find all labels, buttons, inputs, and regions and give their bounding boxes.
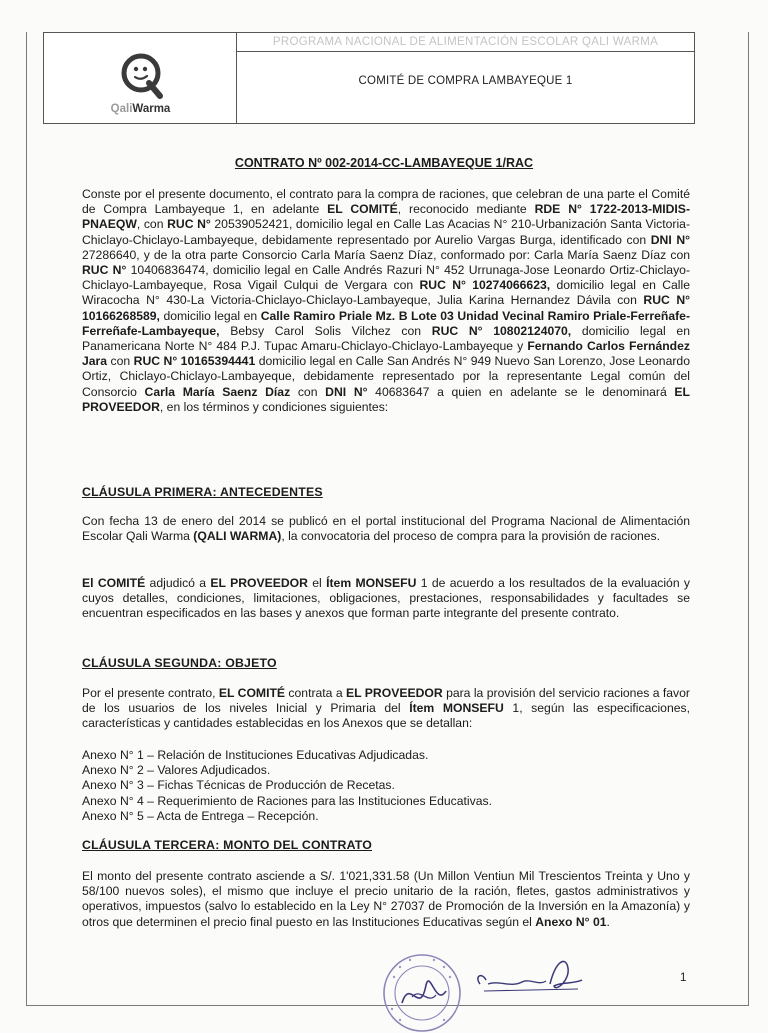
text-run: Bebsy Carol Solis Vilchez con <box>219 323 432 338</box>
program-name: PROGRAMA NACIONAL DE ALIMENTACIÓN ESCOLAR QALI WARMA <box>237 33 694 52</box>
intro-paragraph <box>82 187 690 415</box>
bold-text-run: RUC N° 10166268589, <box>82 293 691 323</box>
text-run: domicilio legal en Calle Wiracocha N° 430-La Victoria-Chiclayo-Chiclayo-Lambayeque, Julia Karina Hernandez Dávila con <box>82 278 690 308</box>
bold-text-run: Anexo N° 01 <box>535 914 607 929</box>
clause-1-paragraph-2 <box>82 576 690 622</box>
text-run: domicilio legal en Panamericana Norte N° 484 P.J. Tupac Amaru-Chiclayo-Chiclayo-Lambayeque y <box>82 323 690 354</box>
text-run: Conste por el presente documento, el contrato para la compra de raciones, que celebran de una parte el Comité de Compra Lambayeque 1, en adelante <box>82 187 690 217</box>
clause-1-paragraph-1 <box>82 514 690 544</box>
bold-text-run: RUC N° 10274066623, <box>419 278 551 293</box>
bold-text-run: EL PROVEEDOR <box>346 686 443 700</box>
bold-text-run: DNI N° <box>325 384 368 399</box>
document-header <box>43 32 695 124</box>
qali-warma-logo-icon <box>116 49 168 101</box>
text-run: . <box>606 914 610 929</box>
text-run: El monto del presente contrato asciende a S/. 1'021,331.58 (Un Millon Ventiun Mil Trescientos Treinta y Uno y 58/100 nuevos soles), el mismo que incluye el precio unitario de la ración, fletes, gastos administrativos y operativos, impuestos (salvo lo establecido en la Ley N° 27037 de Promoción de la Inversión en la Amazonía) y otros que determinen el precio final puesto en las Instituciones Educativas según el <box>82 869 690 929</box>
bold-text-run: RDE N° 1722-2013-MIDIS-PNAEQW <box>82 202 690 232</box>
text-run: contrata a <box>285 686 347 700</box>
bold-text-run: El COMITÉ <box>82 576 146 590</box>
text-run: , reconocido mediante <box>397 202 535 217</box>
text-run: 27286640, y de la otra parte Consorcio Carla María Saenz Díaz, conformado por: Carla María Saenz Díaz con <box>82 247 690 262</box>
text-run: 10406836474, domicilio legal en Calle Andrés Razuri N° 452 Urrunaga-Jose Leonardo Ortiz-Chiclayo-Chiclayo-Lambayeque, Rosa Vigail Culqui de Vergara con <box>82 263 690 293</box>
text-run: , en los términos y condiciones siguientes: <box>159 399 389 414</box>
bold-text-run: (QALI WARMA) <box>193 529 282 544</box>
annex-item: Anexo N° 5 – Acta de Entrega – Recepción. <box>82 808 319 823</box>
text-run: 40683647 a quien en adelante se le denominará <box>367 384 675 399</box>
clause-2-heading: CLÁUSULA SEGUNDA: OBJETO <box>82 656 277 670</box>
clause-2-paragraph-1 <box>82 686 690 732</box>
bold-text-run: RUC N° 10165394441 <box>133 354 256 369</box>
representative-signature-icon <box>470 954 588 1000</box>
annex-item: Anexo N° 3 – Fichas Técnicas de Producción de Recetas. <box>82 778 395 793</box>
text-run: , la convocatoria del proceso de compra para la provisión de raciones. <box>281 529 661 544</box>
bold-text-run: EL COMITÉ <box>327 202 398 217</box>
bold-text-run: EL COMITÉ <box>218 686 286 700</box>
clause-1-heading: CLÁUSULA PRIMERA: ANTECEDENTES <box>82 485 323 499</box>
text-run: 20539052421, domicilio legal en Calle Las Acacias N° 210-Urbanización Santa Victoria-Chiclayo-Chiclayo-Lambayeque, debidamente representado por Aurelio Vargas Burga, identificado con <box>82 217 691 247</box>
page-number: 1 <box>680 972 687 984</box>
text-run: 1 de acuerdo a los resultados de la evaluación y cuyos detalles, condiciones, limitaciones, obligaciones, prestaciones, responsabilidades y facultades se encuentran especificados en las bases y anexos que forman parte integrante del presente contrato. <box>82 576 691 621</box>
text-run: Por el presente contrato, <box>82 686 219 700</box>
annex-item: Anexo N° 1 – Relación de Instituciones Educativas Adjudicadas. <box>82 748 429 762</box>
text-run: domicilio legal en <box>159 308 261 323</box>
bold-text-run: Carla María Saenz Díaz <box>144 384 291 399</box>
text-run: 1, según las especificaciones, características y cantidades establecidas en los Anexos que se detallan: <box>82 701 690 731</box>
text-run: adjudicó a <box>145 576 211 590</box>
logo-wordmark: QaliWarma <box>110 103 171 115</box>
bold-text-run: EL PROVEEDOR <box>210 576 308 590</box>
text-run: Con fecha 13 de enero del 2014 se publicó en el portal institucional del Programa Nacional de Alimentación Escolar Qali Warma <box>82 514 690 544</box>
contract-title: CONTRATO Nº 002-2014-CC-LAMBAYEQUE 1/RAC <box>234 156 534 170</box>
bold-text-run: Calle Ramiro Priale Mz. B Lote 03 Unidad Vecinal Ramiro Priale-Ferreñafe-Ferreñafe-Lambayeque, <box>82 308 691 338</box>
bold-text-run: RUC N° <box>167 217 211 232</box>
logo-cell <box>44 33 237 123</box>
annex-item: Anexo N° 4 – Requerimiento de Raciones para las Instituciones Educativas. <box>82 793 492 808</box>
bold-text-run: Ítem MONSEFU <box>326 576 417 590</box>
text-run: con <box>290 384 326 399</box>
text-run: con <box>107 354 134 369</box>
text-run: , con <box>136 217 168 232</box>
committee-seal-icon <box>376 947 468 1033</box>
committee-name: COMITÉ DE COMPRA LAMBAYEQUE 1 <box>358 75 573 87</box>
bold-text-run: Fernando Carlos Fernández Jara <box>82 339 690 369</box>
text-run: para la provisión del servicio raciones a favor de los usuarios de los niveles Inicial y Primaria del <box>82 686 690 716</box>
annex-list <box>82 748 690 824</box>
text-run: domicilio legal en Calle San Andrés N° 949 Nuevo San Lorenzo, Jose Leonardo Ortiz, Chiclayo-Chiclayo-Lambayeque, debidamente representado por la representante Legal común del Consorcio <box>82 354 690 399</box>
text-run: el <box>307 576 327 590</box>
bold-text-run: RUC N° <box>82 263 127 278</box>
bold-text-run: DNI N° <box>650 232 690 247</box>
clause-3-heading: CLÁUSULA TERCERA: MONTO DEL CONTRATO <box>82 838 373 852</box>
bold-text-run: RUC N° 10802124070, <box>431 323 572 338</box>
bold-text-run: Ítem MONSEFU <box>409 701 504 716</box>
bold-text-run: EL PROVEEDOR <box>82 384 690 414</box>
annex-item: Anexo N° 2 – Valores Adjudicados. <box>82 763 271 778</box>
clause-3-paragraph-1 <box>82 869 690 930</box>
